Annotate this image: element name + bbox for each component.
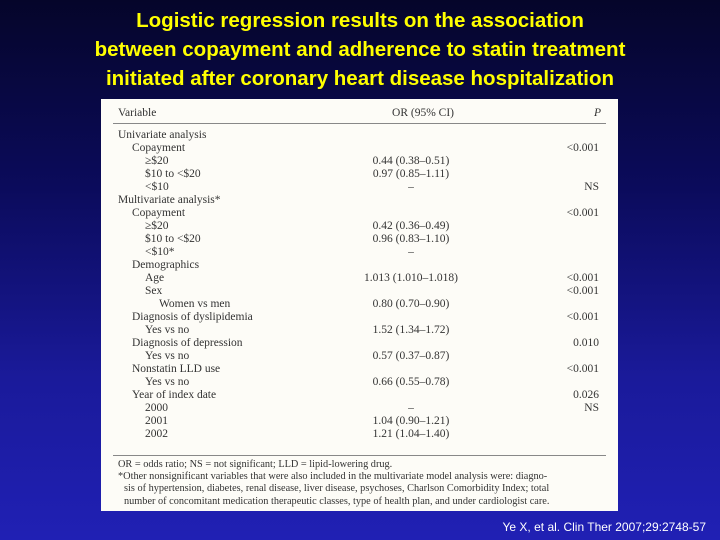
table-row	[101, 207, 618, 220]
row-p: <0.001	[566, 142, 599, 154]
header-or: OR (95% CI)	[392, 107, 454, 119]
table-row	[101, 311, 618, 324]
table-row	[101, 428, 618, 441]
title-line-2: between copayment and adherence to statin treatment	[94, 38, 626, 61]
row-p: 0.010	[573, 337, 599, 349]
row-p: NS	[584, 181, 599, 193]
row-or: –	[408, 181, 414, 193]
row-or: 0.96 (0.83–1.10)	[372, 233, 450, 245]
table-row	[101, 389, 618, 402]
table-row	[101, 363, 618, 376]
row-p: <0.001	[566, 311, 599, 323]
row-or: 1.04 (0.90–1.21)	[372, 415, 450, 427]
header-variable: Variable	[118, 107, 157, 119]
row-or: 0.57 (0.37–0.87)	[372, 350, 450, 362]
title-line-1: Logistic regression results on the association	[136, 9, 584, 32]
table-row	[101, 233, 618, 246]
row-variable: Copayment	[132, 207, 186, 219]
title-line-3: initiated after coronary heart disease hospitalization	[105, 67, 615, 90]
regression-table	[101, 99, 618, 511]
row-variable: Yes vs no	[145, 350, 190, 362]
table-header	[113, 103, 606, 124]
row-p: NS	[584, 402, 599, 414]
row-or: 1.013 (1.010–1.018)	[364, 272, 458, 284]
row-variable: ≥$20	[145, 220, 169, 232]
footnote-other-variables-cont-2: number of concomitant medication therapeutic classes, type of health plan, and under cardiologist care.	[124, 495, 550, 507]
row-variable: Multivariate analysis*	[118, 194, 221, 206]
row-variable: Diagnosis of depression	[132, 337, 243, 349]
row-or: 1.52 (1.34–1.72)	[372, 324, 450, 336]
row-variable: Sex	[145, 285, 163, 297]
table-row	[101, 272, 618, 285]
row-variable: Copayment	[132, 142, 186, 154]
row-variable: <$10*	[145, 246, 175, 258]
table-row	[101, 259, 618, 272]
table-row	[101, 298, 618, 311]
row-variable: Demographics	[132, 259, 200, 271]
table-row	[101, 142, 618, 155]
table-row	[101, 246, 618, 259]
row-variable: Univariate analysis	[118, 129, 207, 141]
row-or: 0.44 (0.38–0.51)	[372, 155, 450, 167]
row-variable: Nonstatin LLD use	[132, 363, 221, 375]
row-or: 0.66 (0.55–0.78)	[372, 376, 450, 388]
table-row	[101, 129, 618, 142]
table-row	[101, 220, 618, 233]
row-variable: 2001	[145, 415, 168, 427]
row-or: 0.97 (0.85–1.11)	[372, 168, 450, 180]
row-variable: ≥$20	[145, 155, 169, 167]
footnote-divider	[113, 455, 606, 456]
table-row	[101, 415, 618, 428]
footnote-abbreviations: OR = odds ratio; NS = not significant; LLD = lipid-lowering drug.	[118, 459, 393, 470]
footnote-other-variables-cont-1: sis of hypertension, diabetes, renal disease, liver disease, psychoses, Charlson Comorbidity Index; total	[124, 483, 550, 495]
table-row	[101, 376, 618, 389]
row-or: 1.21 (1.04–1.40)	[372, 428, 450, 440]
row-p: <0.001	[566, 285, 599, 297]
footnote-other-variables: *Other nonsignificant variables that were also included in the multivariate model analysis were: diagno-	[118, 471, 548, 483]
table-row	[101, 285, 618, 298]
row-p: <0.001	[566, 363, 599, 375]
row-variable: $10 to <$20	[145, 233, 201, 245]
table-row	[101, 181, 618, 194]
row-variable: $10 to <$20	[145, 168, 201, 180]
table-row	[101, 337, 618, 350]
row-variable: Yes vs no	[145, 376, 190, 388]
row-or: –	[408, 246, 414, 258]
table-row	[101, 350, 618, 363]
row-variable: Women vs men	[159, 298, 231, 310]
slide-title	[0, 6, 720, 93]
row-or: –	[408, 402, 414, 414]
row-variable: <$10	[145, 181, 169, 193]
row-variable: Yes vs no	[145, 324, 190, 336]
table-footnotes	[118, 459, 606, 508]
table-row	[101, 324, 618, 337]
row-variable: 2000	[145, 402, 168, 414]
table-row	[101, 168, 618, 181]
row-or: 0.42 (0.36–0.49)	[372, 220, 450, 232]
row-variable: Year of index date	[132, 389, 217, 401]
row-variable: Age	[145, 272, 165, 284]
table-row	[101, 155, 618, 168]
table-body	[101, 129, 618, 441]
header-p: P	[593, 107, 601, 119]
table-row	[101, 194, 618, 207]
row-p: 0.026	[573, 389, 599, 401]
citation: Ye X, et al. Clin Ther 2007;29:2748-57	[502, 520, 706, 534]
row-variable: Diagnosis of dyslipidemia	[132, 311, 253, 323]
table-row	[101, 402, 618, 415]
row-p: <0.001	[566, 207, 599, 219]
row-or: 0.80 (0.70–0.90)	[372, 298, 450, 310]
row-p: <0.001	[566, 272, 599, 284]
row-variable: 2002	[145, 428, 168, 440]
